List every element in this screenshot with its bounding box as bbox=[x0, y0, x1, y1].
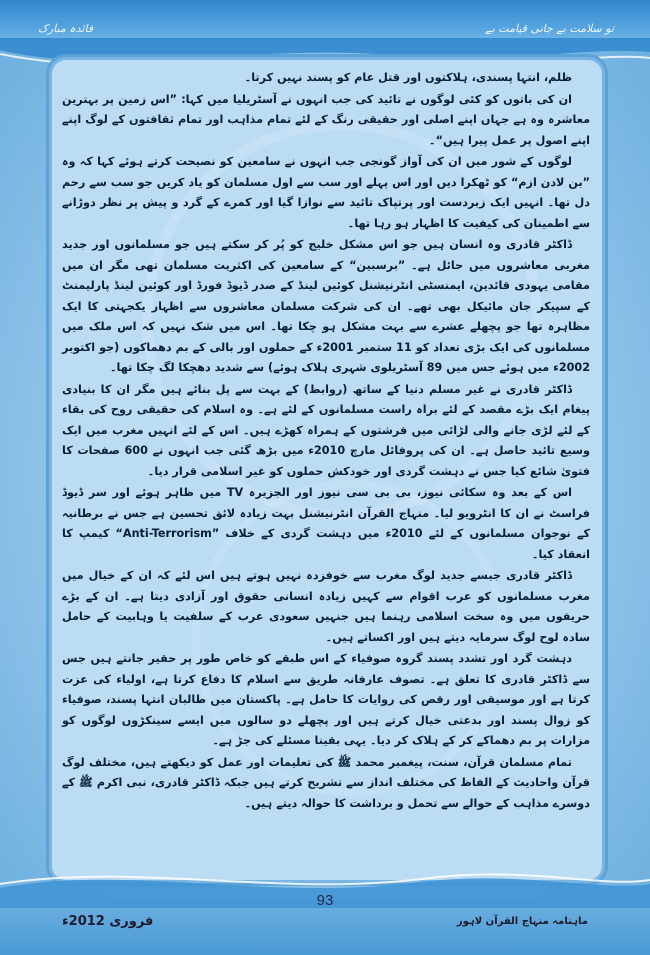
paragraph: اس کے بعد وہ سکائی نیوز، بی بی سی نیوز اور الجزیرہ TV میں ظاہر ہوئے اور سر ڈیوڈ فراسٹ نے ان کا انٹرویو لیا۔ منہاج القرآن انٹرنیشنل بہت زیادہ لائق تحسین ہے جس نے برطانیہ کے نوجوان مسلمانوں کے لئے 2010ء میں دہشت گردی کے خلاف ”Anti-Terrorism“ کیمپ کا انعقاد کیا۔ bbox=[62, 486, 591, 561]
footer-date: فروری 2012ء bbox=[62, 914, 154, 929]
header-left-title: فائدہ مبارک bbox=[38, 22, 94, 35]
paragraph: ان کی باتوں کو کئی لوگوں نے تائید کی جب انہوں نے آسٹریلیا میں کہا: ”اس زمین پر بہترین معاشرہ وہ ہے جہاں اپنے اصلی اور حقیقی رنگ کے لئے تمام مذاہب اور تمام ثقافتوں کے لوگ اپنے اپنے اصول پر عمل پیرا ہیں“۔ bbox=[62, 92, 590, 147]
footer-magazine-title: ماہنامہ منہاج القرآن لاہور bbox=[456, 916, 588, 927]
article-body bbox=[62, 68, 590, 815]
paragraph: ظلم، انتہا پسندی، ہلاکتوں اور قتل عام کو پسند نہیں کرتا۔ bbox=[244, 71, 572, 84]
paragraph: ڈاکٹر قادری نے غیر مسلم دنیا کے ساتھ (روابط) کے بہت سے پل بنائے ہیں مگر ان کا بنیادی پیغام ایک بڑے مقصد کے لئے براہ راست مسلمانوں کے لئے ہے۔ وہ اسلام کی حقیقی روح کی بقاء کے لئے لڑی جانے والی لڑائی میں فرشتوں کے ہمراہ کھڑے ہیں۔ اس کے لئے انہیں مغرب میں ایک وسیع تائید حاصل ہے۔ ان کی پروفائل مارچ 2010ء میں بڑھ گئی جب انہوں نے 600 صفحات کا فتویٰ شائع کیا جس نے دہشت گردی اور خودکش حملوں کو غیر اسلامی قرار دیا۔ bbox=[62, 382, 590, 478]
article-panel bbox=[52, 60, 602, 880]
paragraph: ڈاکٹر قادری وہ انسان ہیں جو اس مشکل خلیج کو پُر کر سکتے ہیں جو مسلمانوں اور جدید مغربی معاشروں میں حائل ہے۔ ”برسبین“ کے سامعین کی اکثریت مسلمان تھی مگر ان میں مقامی یہودی قائدین، ایمنسٹی انٹرنیشنل کوئین لینڈ کے صدر ڈیوڈ فورڈ اور کوئین لینڈ پارلیمنٹ کے سپیکر جان مائیکل بھی تھے۔ ان کی شرکت مسلمان معاشروں سے اظہار یکجہتی کا ایک مظاہرہ تھا جو پچھلے عشرے سے بہت مشکل ہو چکا تھا۔ اس میں شک نہیں کہ اس ملک میں مسلمانوں کی ایک بڑی تعداد کو 11 ستمبر 2001ء کے حملوں اور بالی کے بم دھماکوں (جو اکتوبر 2002ء میں ہوئے جس میں 89 آسٹریلوی شہری ہلاک ہوئے) سے شدید دھچکا لگ چکا تھا۔ bbox=[62, 238, 590, 374]
paragraph: تمام مسلمان قرآن، سنت، پیغمبر محمد ﷺ کی تعلیمات اور عمل کو دیکھتے ہیں، مختلف لوگ قرآن واحادیث کے الفاظ کی مختلف انداز سے تشریح کرتے ہیں جبکہ ڈاکٹر قادری، نبی اکرم ﷺ کے دوسرے مذاہب کے حوالے سے تحمل و برداشت کا حوالہ دیتے ہیں۔ bbox=[62, 755, 590, 810]
paragraph: ڈاکٹر قادری جیسے جدید لوگ مغرب سے خوفزدہ نہیں ہوتے ہیں اس لئے کہ ان کے خیال میں مغرب مسلمانوں کو عرب اقوام سے کہیں زیادہ انسانی حقوق اور آزادی دیتا ہے۔ ان کے بڑے حریفوں میں وہ سخت اسلامی رہنما ہیں جنہیں سعودی عرب کے سلفیت یا وہابیت کے حامل سادہ لوح لوگ سرمایہ دیتے ہیں اور اکساتے ہیں۔ bbox=[62, 569, 590, 644]
header-right-title: تو سلامت بے جانی قیامت بے bbox=[485, 22, 614, 35]
paragraph: لوگوں کے شور میں ان کی آواز گونجی جب انہوں نے سامعین کو نصیحت کرتے ہوئے کہا کہ وہ ”بن لادن ازم“ کو ٹھکرا دیں اور اس پہلے اور سب سے اول مسلمان کو یاد کریں جو سب سے رحم دل تھا۔ انہیں ایک زبردست اور پرتپاک تائید سے نوازا گیا اور کمرے کے گرد و پیش پر نظر دوڑانے سے اطمینان کی کیفیت کا اظہار ہو رہا تھا۔ bbox=[62, 155, 590, 230]
page-number: 93 bbox=[316, 892, 334, 909]
paragraph: دہشت گرد اور تشدد پسند گروہ صوفیاء کے اس طبقے کو خاص طور پر حقیر جانتے ہیں جس سے ڈاکٹر قادری کا تعلق ہے۔ تصوف عارفانہ طریق سے اسلام کا دفاع کرتا ہے، اولیاء کی عزت کرتا ہے اور موسیقی اور رقص کی روایات کا حامل ہے۔ پاکستان میں طالبان انتہا پسند، صوفیاء کو زوال پسند اور بدعتی خیال کرتے ہیں اور پچھلے دو سالوں میں ایسے سینکڑوں لوگوں کو مزارات پر بم دھماکے کر کے ہلاک کر دیا۔ یہی بقینا مسئلے کی جڑ ہے۔ bbox=[62, 652, 590, 747]
